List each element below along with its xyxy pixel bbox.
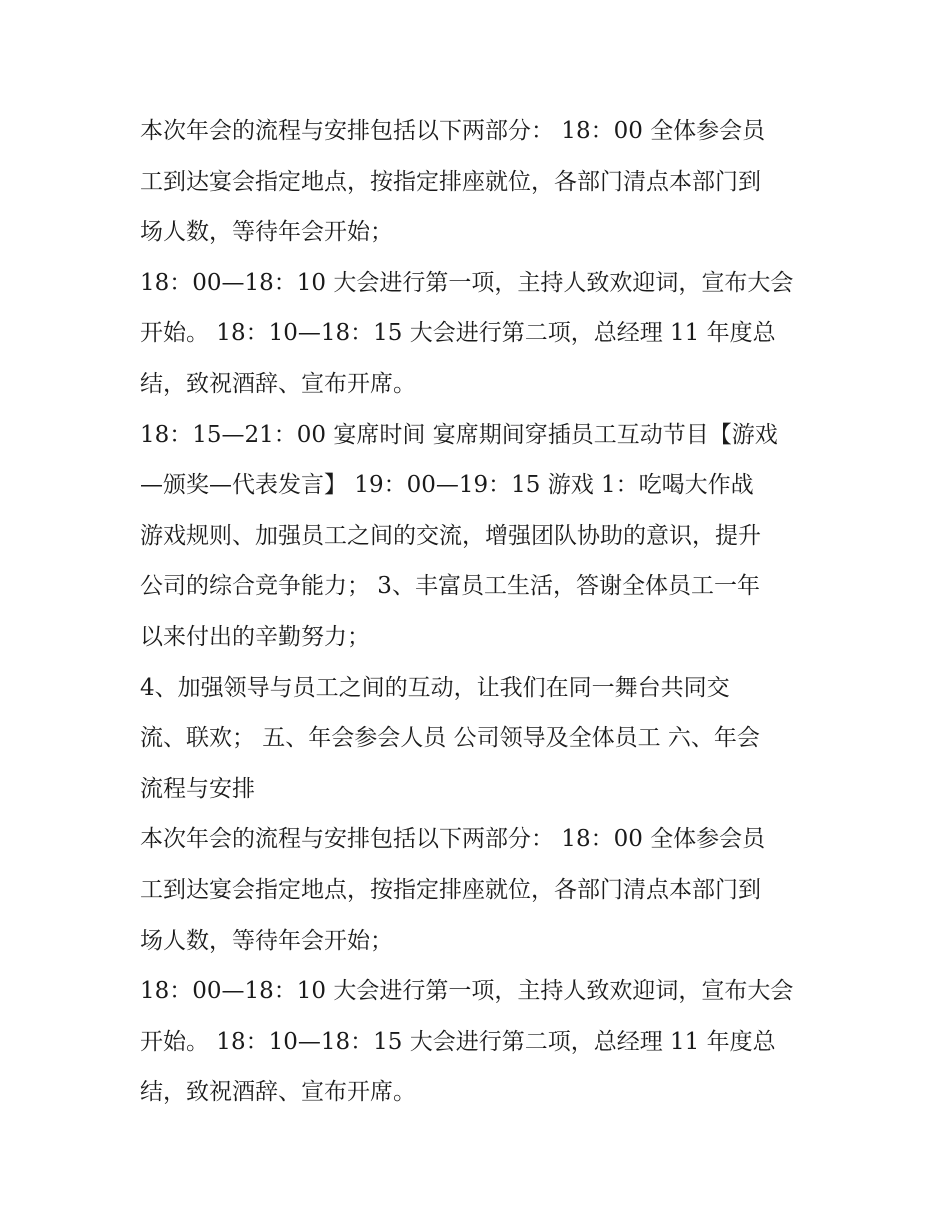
text-line-3: 场人数，等待年会开始； <box>140 219 393 246</box>
text-line-10: 公司的综合竞争能力； 3、丰富员工生活，答谢全体员工一年 <box>140 573 760 600</box>
text-line-15: 本次年会的流程与安排包括以下两部分： 18：00 全体参会员 <box>140 826 766 853</box>
text-line-20: 结，致祝酒辞、宣布开席。 <box>140 1079 416 1106</box>
text-line-16: 工到达宴会指定地点，按指定排座就位，各部门清点本部门到 <box>140 876 761 903</box>
text-line-1: 本次年会的流程与安排包括以下两部分： 18：00 全体参会员 <box>140 118 766 144</box>
text-line-18: 18：00—18：10 大会进行第一项，主持人致欢迎词，宣布大会 <box>140 978 794 1005</box>
text-line-2: 工到达宴会指定地点，按指定排座就位，各部门清点本部门到 <box>140 168 761 195</box>
text-line-5: 开始。 18：10—18：15 大会进行第二项，总经理 11 年度总 <box>140 320 776 347</box>
text-line-11: 以来付出的辛勤努力； <box>140 623 370 650</box>
text-line-4: 18：00—18：10 大会进行第一项，主持人致欢迎词，宣布大会 <box>140 269 794 296</box>
text-line-19: 开始。 18：10—18：15 大会进行第二项，总经理 11 年度总 <box>140 1028 776 1055</box>
text-line-14: 流程与安排 <box>140 775 255 802</box>
text-line-6: 结，致祝酒辞、宣布开席。 <box>140 370 416 397</box>
text-line-7: 18：15—21：00 宴席时间 宴席期间穿插员工互动节目【游戏 <box>140 421 778 448</box>
text-line-12: 4、加强领导与员工之间的互动，让我们在同一舞台共同交 <box>140 674 730 701</box>
text-line-13: 流、联欢； 五、年会参会人员 公司领导及全体员工 六、年会 <box>140 725 760 752</box>
text-line-8: —颁奖—代表发言】 19：00—19：15 游戏 1：吃喝大作战 <box>140 472 754 499</box>
text-line-17: 场人数，等待年会开始； <box>140 927 393 954</box>
document-body <box>140 106 840 1118</box>
text-line-9: 游戏规则、加强员工之间的交流，增强团队协助的意识，提升 <box>140 522 761 549</box>
